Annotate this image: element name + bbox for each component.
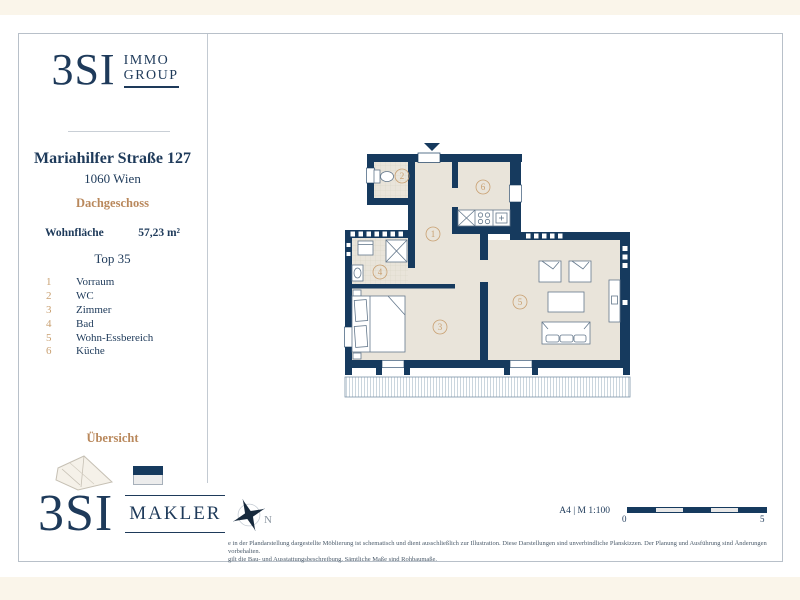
room-number: 6 [480, 182, 486, 192]
scale-segment [656, 508, 684, 512]
scale-start-label: 0 [622, 514, 627, 524]
legend-num: 5 [46, 331, 52, 344]
legend-row [46, 345, 196, 359]
brand-logo-immogroup [40, 45, 190, 94]
format-scale-label: A4 | M 1:100 [559, 506, 610, 516]
legend-label: Wohn-Essbereich [76, 331, 154, 344]
legend-row [46, 290, 196, 304]
legend-num: 3 [46, 303, 52, 316]
living-area-row [45, 227, 180, 239]
entrance-door [418, 153, 440, 163]
overview-title: Übersicht [86, 431, 139, 445]
disclaimer-text [228, 540, 773, 564]
scale-bar [627, 507, 767, 513]
legend-label: Küche [76, 345, 105, 358]
legend-label: Vorraum [76, 276, 115, 288]
room-number: 4 [377, 267, 383, 277]
disclaimer-line1: e in der Plandarstellung dargestellte Möblierung ist schematisch und dient ausschließlich zur Illustration. Diese Darstellungen sind unverbindliche Planskizzen. Der Planung und Ausführung sind Änderungen vorbehalten. [228, 540, 767, 555]
floor-plan [330, 130, 660, 410]
column-divider [207, 34, 208, 483]
property-city: 1060 Wien [84, 171, 141, 186]
room-number: 1 [430, 229, 436, 239]
scale-segment [683, 508, 711, 512]
property-floor: Dachgeschoss [76, 196, 149, 210]
scale-end-label: 5 [760, 514, 765, 524]
room-number: 2 [399, 171, 405, 181]
legend-label: Bad [76, 317, 94, 330]
legend-row [46, 332, 196, 346]
terrace-hatch [345, 377, 630, 397]
logo-3si-text: 3SI [51, 45, 116, 94]
area-value: 57,23 m² [138, 227, 180, 239]
floor-indicator-bottom [133, 475, 163, 485]
logo-3si-text: 3SI [38, 485, 114, 542]
room-number: 5 [517, 297, 523, 307]
scale-segment [738, 508, 766, 512]
compass-north-label: N [264, 514, 272, 526]
disclaimer-line2: gilt die Bau- und Ausstattungsbeschreibung. Sämtliche Maße sind Rohbaumaße. [228, 556, 438, 563]
legend-row [46, 318, 196, 332]
scale-segment [628, 508, 656, 512]
area-label: Wohnfläche [45, 227, 104, 239]
brand-logo-makler [38, 486, 225, 542]
scale-segment [711, 508, 739, 512]
legend-row [46, 276, 196, 290]
legend-num: 4 [46, 317, 52, 330]
logo-immogroup-block [124, 53, 179, 88]
legend-num: 1 [46, 276, 52, 288]
legend-label: WC [76, 289, 94, 302]
unit-number: Top 35 [94, 251, 131, 266]
legend-label: Zimmer [76, 303, 112, 316]
logo-immo-text: IMMO [123, 52, 170, 68]
room-number: 3 [437, 322, 443, 332]
logo-group-text: GROUP [123, 67, 179, 83]
property-address: Mariahilfer Straße 127 [33, 150, 191, 167]
room-legend [46, 276, 196, 359]
logo-makler-text: MAKLER [125, 495, 225, 533]
floor-indicator-icon [133, 466, 163, 485]
legend-row [46, 304, 196, 318]
floor-indicator-top [133, 466, 163, 475]
compass-icon [230, 496, 268, 534]
legend-num: 6 [46, 345, 52, 358]
entrance-arrow-icon [424, 143, 440, 151]
legend-num: 2 [46, 289, 52, 302]
logo-divider-rule [68, 131, 170, 132]
